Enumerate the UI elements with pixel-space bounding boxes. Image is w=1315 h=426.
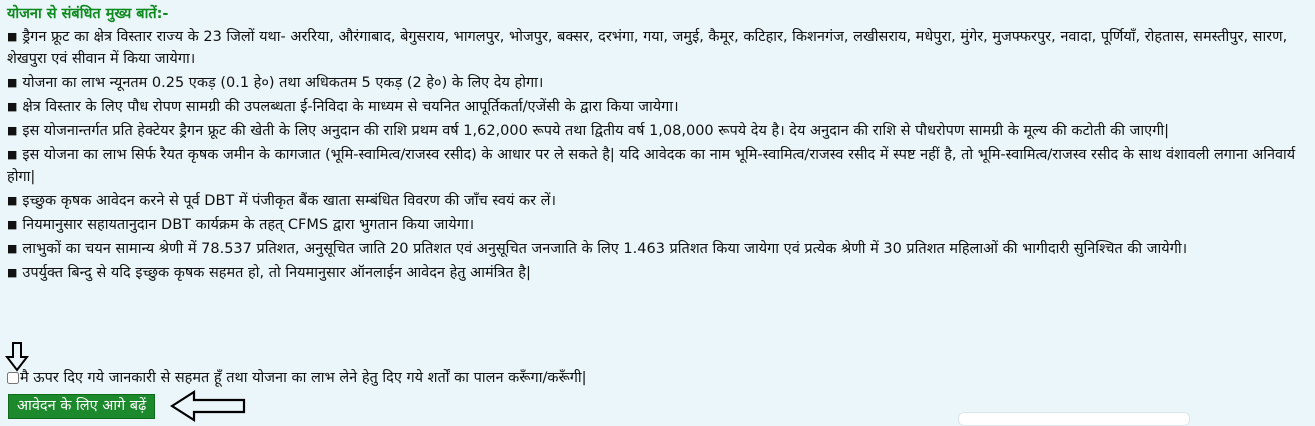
list-item bbox=[7, 238, 1307, 260]
footer-panel-edge bbox=[958, 412, 1190, 426]
list-item-text: उपर्युक्त बिन्दु से यदि इच्छुक कृषक सहमत हो, तो नियमानुसार ऑनलाईन आवेदन हेतु आमंत्रित है| bbox=[22, 265, 531, 281]
bullet-icon: ■ bbox=[7, 30, 18, 43]
bullet-icon: ■ bbox=[7, 100, 18, 113]
list-item bbox=[7, 262, 1307, 284]
bullet-icon: ■ bbox=[7, 218, 18, 231]
list-item bbox=[7, 214, 1307, 236]
arrow-down-outline-icon bbox=[5, 342, 29, 372]
list-item bbox=[7, 96, 1307, 118]
list-item-text: इस योजना का लाभ सिर्फ रैयत कृषक जमीन के कागजात (भूमि-स्वामित्व/राजस्व रसीद) के आधार पर ले सकते है| यदि आवेदक का नाम भूमि-स्वामित्व/राजस्व रसीद में स्पष्ट नहीं है, तो भूमि-स्वामित्व/राजस्व रसीद के साथ वंशावली लगाना अनिवार्य होगा| bbox=[7, 147, 1296, 185]
list-item bbox=[7, 120, 1307, 142]
list-item bbox=[7, 26, 1307, 70]
consent-checkbox[interactable] bbox=[7, 372, 19, 384]
list-item-text: क्षेत्र विस्तार के लिए पौध रोपण सामग्री की उपलब्धता ई-निविदा के माध्यम से चयनित आपूर्तिकर्ता/एजेंसी के द्वारा किया जायेगा। bbox=[22, 99, 679, 115]
bullet-icon: ■ bbox=[7, 242, 18, 255]
list-item-text: नियमानुसार सहायतानुदान DBT कार्यक्रम के तहत् CFMS द्वारा भुगतान किया जायेगा। bbox=[22, 217, 475, 233]
consent-label: मै ऊपर दिए गये जानकारी से सहमत हूँ तथा योजना का लाभ लेने हेतु दिए गये शर्तों का पालन करूँगा/करूँगी| bbox=[20, 370, 587, 386]
bullet-icon: ■ bbox=[7, 266, 18, 279]
proceed-to-apply-button[interactable]: आवेदन के लिए आगे बढ़ें bbox=[8, 394, 155, 419]
scheme-info-section bbox=[7, 4, 1307, 286]
list-item bbox=[7, 72, 1307, 94]
list-item-text: लाभुकों का चयन सामान्य श्रेणी में 78.537 प्रतिशत, अनुसूचित जाति 20 प्रतिशत एवं अनुसूचित जनजाति के लिए 1.463 प्रतिशत किया जायेगा एवं प्रत्येक श्रेणी में 30 प्रतिशत महिलाओं की भागीदारी सुनिश्चित की जायेगी। bbox=[22, 241, 1188, 257]
list-item bbox=[7, 144, 1307, 188]
list-item-text: इच्छुक कृषक आवेदन करने से पूर्व DBT में पंजीकृत बैंक खाता सम्बंधित विवरण की जाँच स्वयं कर लें। bbox=[22, 193, 556, 209]
list-item-text: ड्रैगन फ्रूट का क्षेत्र विस्तार राज्य के 23 जिलों यथा- अररिया, औरंगाबाद, बेगुसराय, भागलपुर, भोजपुर, बक्सर, दरभंगा, गया, जमुई, कैमूर, कटिहार, किशनगंज, लखीसराय, मधेपुरा, मुंगेर, मुजफ्फरपुर, नवादा, पूर्णियाँ, रोहतास, समस्तीपुर, सारण, शेखपुरा एवं सीवान में किया जायेगा। bbox=[7, 29, 1288, 67]
list-item-text: योजना का लाभ न्यूनतम 0.25 एकड़ (0.1 हे०) तथा अधिकतम 5 एकड़ (2 हे०) के लिए देय होगा। bbox=[22, 75, 544, 91]
consent-row[interactable] bbox=[7, 369, 587, 387]
bullet-icon: ■ bbox=[7, 194, 18, 207]
section-heading: योजना से संबंधित मुख्य बातें:- bbox=[7, 6, 169, 22]
bullet-icon: ■ bbox=[7, 76, 18, 89]
arrow-left-outline-icon bbox=[170, 390, 246, 422]
bullet-icon: ■ bbox=[7, 148, 18, 161]
list-item bbox=[7, 190, 1307, 212]
list-item-text: इस योजनान्तर्गत प्रति हेक्टेयर ड्रैगन फ्रूट की खेती के लिए अनुदान की राशि प्रथम वर्ष 1,62,000 रूपये तथा द्वितीय वर्ष 1,08,000 रूपये देय है। देय अनुदान की राशि से पौधरोपण सामग्री के मूल्य की कटोती की जाएगी| bbox=[22, 123, 1169, 139]
bullet-icon: ■ bbox=[7, 124, 18, 137]
